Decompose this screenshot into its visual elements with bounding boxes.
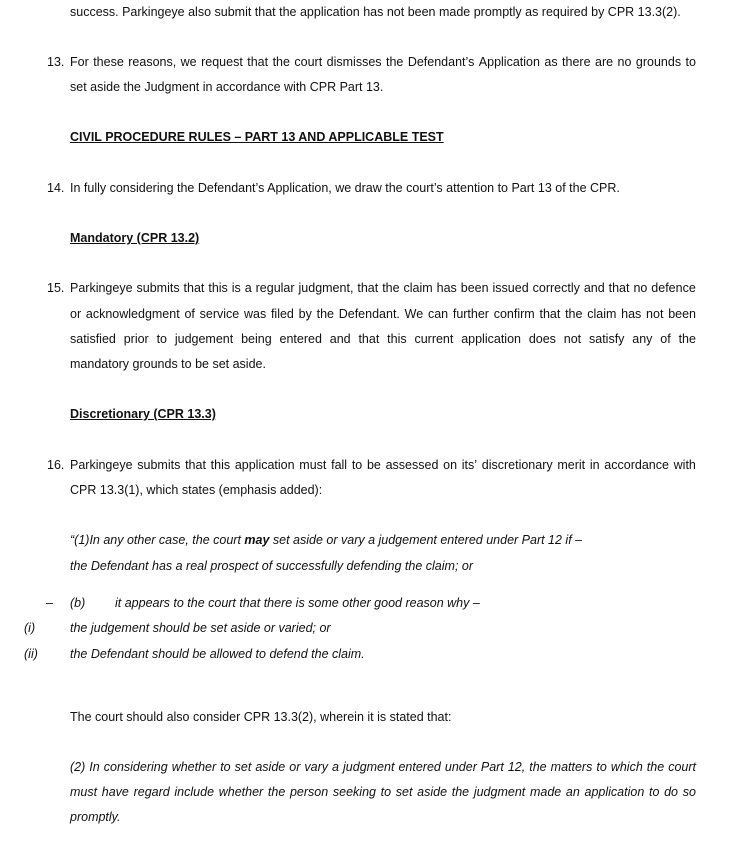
word: to	[380, 785, 392, 799]
word: in	[589, 458, 600, 472]
word: been	[460, 281, 489, 295]
word: must	[70, 785, 98, 799]
quote-13-3-1-before: “(1)In any other case, the court	[70, 533, 245, 547]
word: that	[185, 458, 206, 472]
word: an	[565, 785, 580, 799]
word: discretionary	[481, 458, 553, 472]
paragraph-12-tail: success. Parkingeye also submit that the application has not been made promptly as required by CPR 13.3(2).	[70, 5, 681, 19]
word: or	[289, 760, 301, 774]
word: correctly	[532, 281, 580, 295]
word: matters	[550, 760, 593, 774]
word: current	[414, 332, 454, 346]
word: the	[565, 307, 583, 321]
word: whether	[171, 760, 217, 774]
word: was	[243, 307, 267, 321]
word: to	[351, 458, 363, 472]
word: judgment	[473, 785, 526, 799]
paragraph-13-line-1	[70, 54, 696, 70]
quote-13-3-2-line-2	[70, 784, 696, 800]
word: request	[201, 55, 243, 69]
word: has	[436, 281, 457, 295]
word: the	[678, 332, 696, 346]
paragraph-15-line-1	[70, 280, 696, 296]
word: aside	[255, 760, 286, 774]
word: satisfy	[589, 332, 625, 346]
word: claim	[403, 281, 433, 295]
word: confirm	[493, 307, 535, 321]
paragraph-15-number: 15.	[47, 281, 65, 295]
word: regard	[133, 785, 170, 799]
word: there	[562, 55, 591, 69]
paragraph-14-number: 14.	[47, 181, 65, 195]
word: filed	[270, 307, 294, 321]
word: person	[289, 785, 329, 799]
word: have	[101, 785, 129, 799]
word: the	[272, 55, 290, 69]
word: can	[427, 307, 449, 321]
word: not	[563, 332, 582, 346]
word: further	[452, 307, 489, 321]
word: application	[461, 332, 521, 346]
word: Parkingeye	[70, 281, 133, 295]
word: dismisses	[326, 55, 382, 69]
word: and	[329, 332, 351, 346]
word: fall	[331, 458, 348, 472]
quote-item-b-label: (b)	[70, 596, 86, 610]
word: are	[595, 55, 614, 69]
word: Part	[480, 760, 504, 774]
word: the	[646, 760, 665, 774]
word: of	[660, 332, 671, 346]
word: that	[358, 332, 380, 346]
word: its’	[461, 458, 478, 472]
paragraph-16-line-1	[70, 457, 696, 473]
word: been	[668, 307, 696, 321]
quote-item-i-label: (i)	[24, 621, 36, 635]
word: (2)	[70, 760, 86, 774]
list-dash: –	[46, 596, 53, 610]
word: judgment,	[298, 281, 354, 295]
word: this	[210, 458, 231, 472]
word: aside	[417, 785, 448, 799]
word: as	[544, 55, 558, 69]
word: no	[633, 281, 648, 295]
word: court	[668, 760, 696, 774]
paragraph-13-line-2: set aside the Judgment in accordance with CPR Part 13.	[70, 80, 384, 94]
word: seeking	[332, 785, 376, 799]
word: a	[332, 760, 339, 774]
word: judgement	[174, 332, 234, 346]
word: satisfied	[70, 332, 116, 346]
word: In	[89, 760, 100, 774]
intro-cpr-13-3-2: The court should also consider CPR 13.3(2), wherein it is stated that:	[70, 710, 452, 724]
word: does	[528, 332, 556, 346]
paragraph-16-number: 16.	[47, 458, 65, 472]
word: made	[529, 785, 562, 799]
word: to	[220, 760, 231, 774]
word: merit	[557, 458, 586, 472]
quote-item-i-text: the judgement should be set aside or varied; or	[70, 621, 331, 635]
paragraph-15-line-2	[70, 306, 696, 322]
word: so	[682, 785, 696, 799]
word: application	[234, 458, 295, 472]
quote-13-3-1-line-1	[70, 532, 582, 548]
word: this	[208, 281, 228, 295]
subheading-mandatory: Mandatory (CPR 13.2)	[70, 231, 200, 245]
word: the	[316, 307, 334, 321]
word: or	[70, 307, 82, 321]
quote-13-3-1-after: set aside or vary a judgement entered under Part 12 if –	[269, 533, 583, 547]
word: that	[357, 281, 379, 295]
word: application	[584, 785, 645, 799]
word: has	[621, 307, 642, 321]
word: service	[199, 307, 240, 321]
subheading-discretionary: Discretionary (CPR 13.3)	[70, 407, 216, 421]
word: claim	[587, 307, 617, 321]
quote-item-b-text: it appears to the court that there is some other good reason why –	[115, 596, 480, 610]
word: court	[294, 55, 323, 69]
word: which	[610, 760, 643, 774]
word: include	[174, 785, 215, 799]
word: acknowledgment	[85, 307, 180, 321]
word: the	[451, 785, 470, 799]
word: that	[247, 55, 269, 69]
word: whether	[218, 785, 264, 799]
word: must	[299, 458, 327, 472]
word: is	[231, 281, 241, 295]
word: that	[183, 281, 205, 295]
quote-item-ii-text: the Defendant should be allowed to defend the claim.	[70, 647, 365, 661]
word: on	[443, 458, 458, 472]
word: the	[267, 785, 286, 799]
quote-item-ii-label: (ii)	[24, 647, 38, 661]
word: entered	[398, 760, 441, 774]
quote-13-3-2-line-1	[70, 759, 696, 775]
word: considering	[103, 760, 168, 774]
word: set	[395, 785, 413, 799]
word: Defendant.	[338, 307, 400, 321]
word: assessed	[385, 458, 439, 472]
word: we	[180, 55, 197, 69]
word: judgment	[343, 760, 395, 774]
word: that	[608, 281, 630, 295]
word: any	[632, 332, 653, 346]
word: being	[241, 332, 272, 346]
word: these	[93, 55, 124, 69]
word: set	[234, 760, 252, 774]
word: of	[184, 307, 195, 321]
word: this	[387, 332, 407, 346]
word: defence	[651, 281, 696, 295]
quote-13-3-1-line-2: the Defendant has a real prospect of successfully defending the claim; or	[70, 559, 474, 573]
word: be	[366, 458, 381, 472]
word: Application	[478, 55, 540, 69]
word: For	[70, 55, 89, 69]
word: that	[539, 307, 561, 321]
word: prior	[123, 332, 149, 346]
word: to	[596, 760, 607, 774]
word: vary	[304, 760, 329, 774]
section-heading-part-13: CIVIL PROCEDURE RULES – PART 13 AND APPLICABLE TEST	[70, 130, 444, 144]
word: to	[648, 785, 660, 799]
word: do	[664, 785, 678, 799]
paragraph-14-line-1: In fully considering the Defendant’s Application, we draw the court’s attention to Part 13 of the CPR.	[70, 181, 620, 195]
word: and	[583, 281, 605, 295]
paragraph-15-line-4: mandatory grounds to be set aside.	[70, 357, 266, 371]
word: the	[382, 281, 400, 295]
word: by	[298, 307, 312, 321]
word: no	[617, 55, 632, 69]
word: submits	[137, 458, 181, 472]
word: the	[529, 760, 547, 774]
word: accordance	[604, 458, 669, 472]
quote-13-3-2-line-3: promptly.	[70, 810, 121, 824]
word: to	[685, 55, 696, 69]
word: under	[444, 760, 477, 774]
word: reasons,	[128, 55, 177, 69]
word: with	[673, 458, 696, 472]
word: Parkingeye	[70, 458, 133, 472]
quote-13-3-1-emphasis: may	[244, 533, 270, 547]
word: Defendant’s	[407, 55, 475, 69]
paragraph-13-number: 13.	[47, 55, 65, 69]
word: not	[646, 307, 664, 321]
word: entered	[279, 332, 322, 346]
paragraph-15-line-3	[70, 331, 696, 347]
word: a	[244, 281, 252, 295]
word: to	[156, 332, 167, 346]
paragraph-16-line-2: CPR 13.3(1), which states (emphasis added):	[70, 483, 323, 497]
word: We	[404, 307, 424, 321]
word: regular	[255, 281, 295, 295]
word: the	[385, 55, 404, 69]
word: grounds	[635, 55, 682, 69]
word: submits	[136, 281, 180, 295]
word: 12,	[507, 760, 526, 774]
word: issued	[492, 281, 529, 295]
